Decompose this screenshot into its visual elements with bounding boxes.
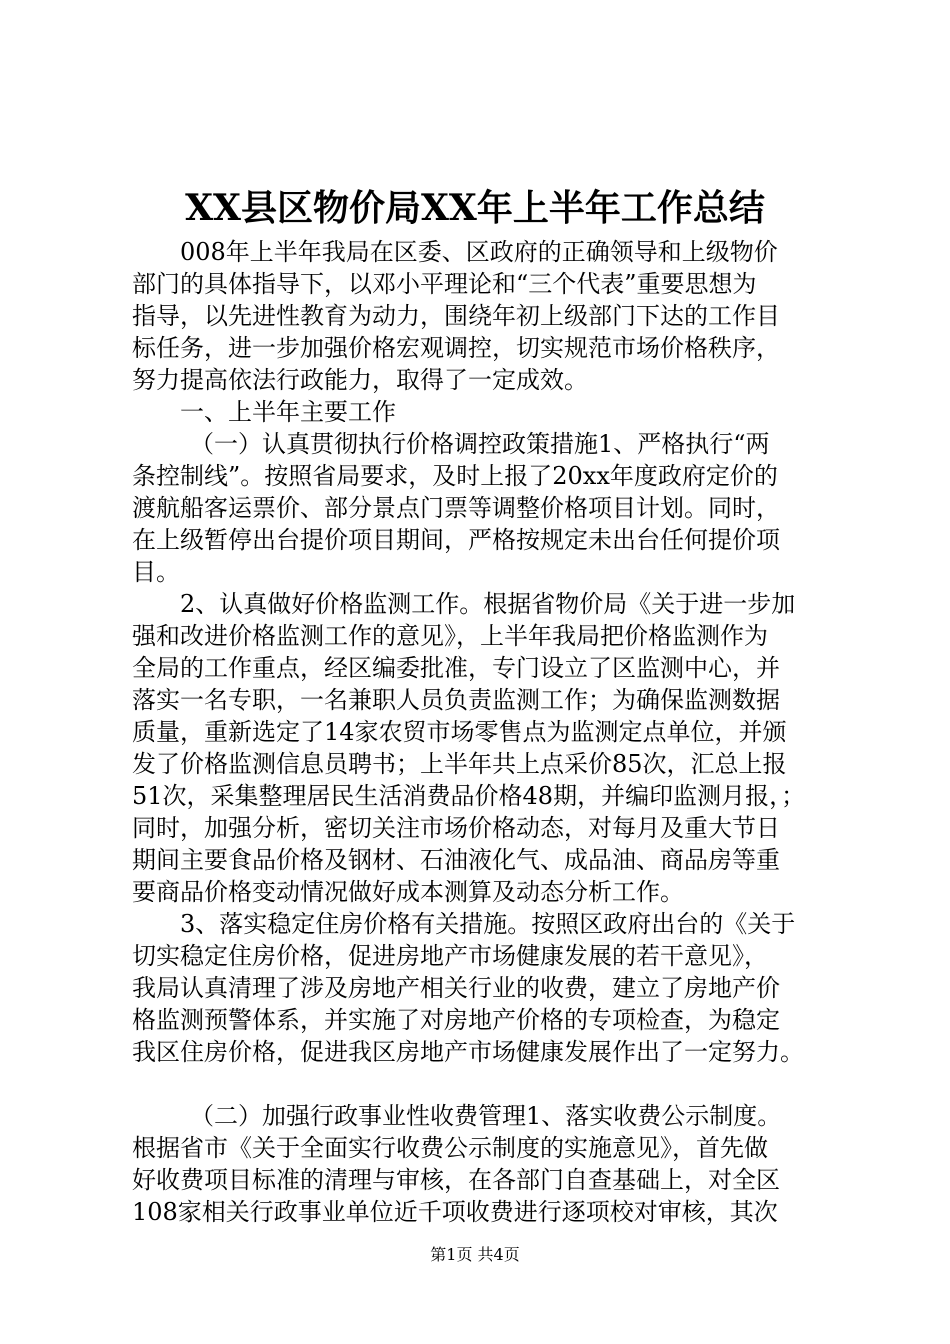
text-line: 条控制线”。按照省局要求，及时上报了20xx年度政府定价的 — [132, 462, 778, 490]
text-line: 根据省市《关于全面实行收费公示制度的实施意见》，首先做 — [132, 1134, 768, 1162]
text-line: 部门的具体指导下，以邓小平理论和“三个代表”重要思想为 — [132, 270, 757, 298]
text-line: 好收费项目标准的清理与审核，在各部门自查基础上，对全区 — [132, 1166, 780, 1194]
text-line: 在上级暂停出台提价项目期间，严格按规定未出台任何提价项 — [132, 526, 780, 554]
text-line: 落实一名专职，一名兼职人员负责监测工作；为确保监测数据 — [132, 686, 780, 714]
page-footer: 第1页 共4页 — [430, 1245, 520, 1264]
text-line: 要商品价格变动情况做好成本测算及动态分析工作。 — [132, 878, 684, 906]
paragraph-gap — [132, 1068, 842, 1100]
text-line: 3、落实稳定住房价格有关措施。按照区政府出台的《关于 — [180, 910, 796, 938]
text-line: 强和改进价格监测工作的意见》，上半年我局把价格监测作为 — [132, 622, 768, 650]
text-line: 发了价格监测信息员聘书；上半年共上点采价85次，汇总上报 — [132, 750, 787, 778]
document-title: XX县区物价局XX年上半年工作总结 — [185, 187, 765, 229]
text-line: 质量，重新选定了14家农贸市场零售点为监测定点单位，并颁 — [132, 718, 787, 746]
text-line: 指导，以先进性教育为动力，围绕年初上级部门下达的工作目 — [132, 302, 780, 330]
subsection-heading: （一）认真贯彻执行价格调控政策措施1、严格执行“两 — [190, 430, 770, 458]
text-line: 标任务，进一步加强价格宏观调控，切实规范市场价格秩序， — [132, 334, 780, 362]
section-heading: 一、上半年主要工作 — [180, 398, 396, 426]
text-line: 渡航船客运票价、部分景点门票等调整价格项目计划。同时， — [132, 494, 780, 522]
text-line: 格监测预警体系，并实施了对房地产价格的专项检查，为稳定 — [132, 1006, 780, 1034]
text-line: 我局认真清理了涉及房地产相关行业的收费，建立了房地产价 — [132, 974, 780, 1002]
subsection-heading: （二）加强行政事业性收费管理1、落实收费公示制度。 — [190, 1102, 782, 1130]
text-line: 目。 — [132, 558, 180, 586]
text-line: 同时，加强分析，密切关注市场价格动态，对每月及重大节日 — [132, 814, 780, 842]
text-line: 全局的工作重点，经区编委批准，专门设立了区监测中心，并 — [132, 654, 780, 682]
text-line: 008年上半年我局在区委、区政府的正确领导和上级物价 — [180, 238, 778, 266]
text-line: 切实稳定住房价格，促进房地产市场健康发展的若干意见》， — [132, 942, 768, 970]
document-body — [132, 236, 842, 1228]
text-line: 51次，采集整理居民生活消费品价格48期，并编印监测月报，； — [132, 782, 806, 810]
text-line: 我区住房价格，促进我区房地产市场健康发展作出了一定努力。 — [132, 1038, 804, 1066]
text-line: 努力提高依法行政能力，取得了一定成效。 — [132, 366, 588, 394]
text-line: 2、认真做好价格监测工作。根据省物价局《关于进一步加 — [180, 590, 796, 618]
text-line: 108家相关行政事业单位近千项收费进行逐项校对审核，其次 — [132, 1198, 778, 1226]
text-line: 期间主要食品价格及钢材、石油液化气、成品油、商品房等重 — [132, 846, 780, 874]
